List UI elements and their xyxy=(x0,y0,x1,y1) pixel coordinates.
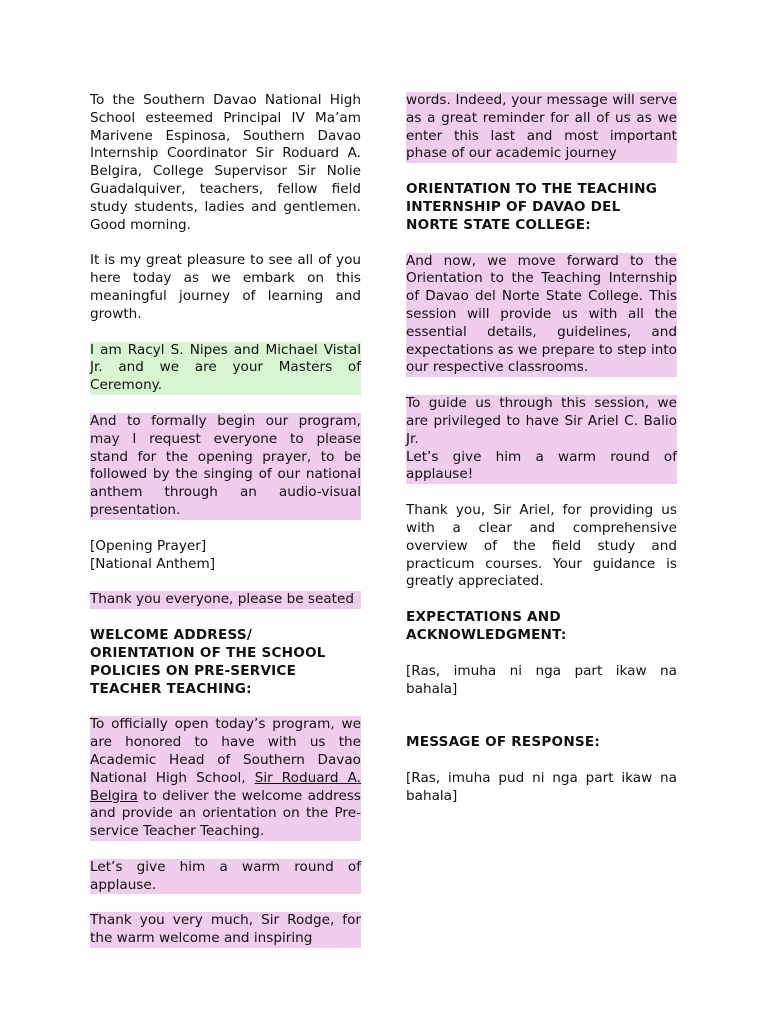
thanks-rodge-paragraph: Thank you very much, Sir Rodge, for the warm welcome and inspiring xyxy=(90,912,361,947)
greeting-paragraph: To the Southern Davao National High School esteemed Principal IV Ma’am Marivene Espinosa, Southern Davao Internship Coordinator Sir Roduard A. Belgira, College Supervisor Sir Nolie Guadalquiver, teachers, fellow field study students, ladies and gentlemen. Good morning. xyxy=(90,92,361,233)
program-begin-paragraph: And to formally begin our program, may I request everyone to please stand for the opening prayer, to be followed by the singing of our national anthem through an audio-visual presentation. xyxy=(90,412,361,518)
left-column xyxy=(90,92,361,966)
thanks-ariel-paragraph: Thank you, Sir Ariel, for providing us with a clear and comprehensive overview of the field study and practicum courses. Your guidance is greatly appreciated. xyxy=(406,502,677,590)
expectations-heading: EXPECTATIONS AND ACKNOWLEDGMENT: xyxy=(406,609,567,643)
ras-note-1: [Ras, imuha ni nga part ikaw na bahala] xyxy=(406,662,677,697)
welcome-intro-paragraph xyxy=(90,716,361,841)
welcome-intro-text: To officially open today’s program, we are honored to have with us the Academic Head of Southern Davao National High School, xyxy=(90,716,361,786)
welcome-address-heading: WELCOME ADDRESS/ ORIENTATION OF THE SCHOOL POLICIES ON PRE-SERVICE TEACHER TEACHING: xyxy=(90,627,326,697)
masters-of-ceremony-paragraph: I am Racyl S. Nipes and Michael Vistal Jr. and we are your Masters of Ceremony. xyxy=(90,341,361,394)
guide-paragraph xyxy=(406,395,677,484)
speaker-name-link: Sir Roduard A. Belgira xyxy=(90,769,361,804)
continued-paragraph: words. Indeed, your message will serve as a great reminder for all of us as we enter this last and most important phase of our academic journey xyxy=(406,92,677,162)
pleasure-paragraph: It is my great pleasure to see all of you here today as we embark on this meaningful journey of learning and growth. xyxy=(90,252,361,322)
applause-paragraph-1: Let’s give him a warm round of applause. xyxy=(90,858,361,893)
ras-note-2: [Ras, imuha pud ni nga part ikaw na bahala] xyxy=(406,770,677,804)
response-heading: MESSAGE OF RESPONSE: xyxy=(406,734,601,751)
national-anthem-cue: [National Anthem] xyxy=(90,555,216,572)
right-column xyxy=(406,92,677,824)
move-forward-paragraph: And now, we move forward to the Orientation to the Teaching Internship of Davao del Norte State College. This session will provide us with all the essential details, guidelines, and expectations as we prepare to step into our respective classrooms. xyxy=(406,252,677,376)
guide-text: To guide us through this session, we are privileged to have Sir Ariel C. Balio Jr. xyxy=(406,395,677,447)
welcome-intro-rest: to deliver the welcome address and provide an orientation on the Pre-service Teacher Teaching. xyxy=(90,787,361,840)
program-cues xyxy=(90,538,361,574)
seated-paragraph: Thank you everyone, please be seated xyxy=(90,591,361,609)
orientation-heading: ORIENTATION TO THE TEACHING INTERNSHIP OF DAVAO DEL NORTE STATE COLLEGE: xyxy=(406,181,658,233)
applause-text-2: Let’s give him a warm round of applause! xyxy=(406,448,677,483)
opening-prayer-cue: [Opening Prayer] xyxy=(90,537,207,554)
